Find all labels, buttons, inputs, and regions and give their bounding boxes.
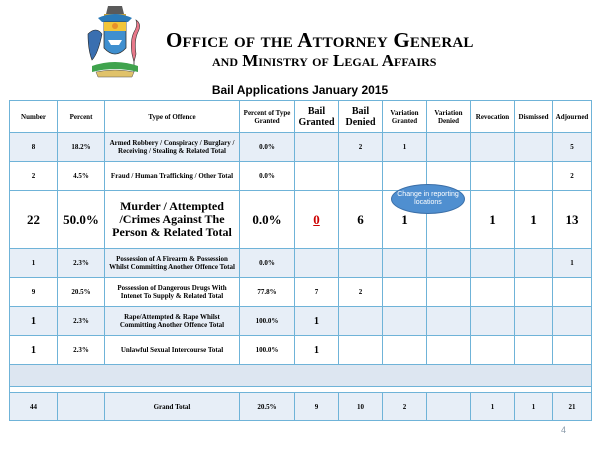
column-header: Revocation — [471, 101, 515, 133]
cell-denied — [339, 307, 383, 336]
cell-offence: Rape/Attempted & Rape Whilst Committing Another Offence Total — [105, 307, 240, 336]
cell-var-granted: 1 — [383, 191, 427, 249]
cell-offence: Fraud / Human Trafficking / Other Total — [105, 162, 240, 191]
cell-offence: Murder / Attempted /Crimes Against The Person & Related Total — [105, 191, 240, 249]
cell-var-denied — [427, 393, 471, 421]
cell-var-denied — [427, 336, 471, 365]
cell-number: 44 — [10, 393, 58, 421]
table-row — [10, 133, 592, 162]
cell-dismissed: 1 — [515, 393, 553, 421]
cell-percent — [58, 393, 105, 421]
cell-number: 1 — [10, 307, 58, 336]
bail-applications-table — [9, 100, 592, 421]
table-row — [10, 336, 592, 365]
cell-number: 1 — [10, 249, 58, 278]
table-row — [10, 249, 592, 278]
cell-pct-granted: 0.0% — [240, 162, 295, 191]
header-title-line2: and Ministry of Legal Affairs — [212, 51, 437, 70]
cell-var-granted — [383, 307, 427, 336]
cell-offence: Unlawful Sexual Intercourse Total — [105, 336, 240, 365]
cell-number: 1 — [10, 336, 58, 365]
cell-denied — [339, 249, 383, 278]
coat-of-arms-icon — [84, 4, 146, 80]
cell-number: 8 — [10, 133, 58, 162]
table-row — [10, 191, 592, 249]
callout-bubble: Change in reporting locations — [391, 184, 465, 214]
cell-revocation — [471, 133, 515, 162]
cell-var-denied — [427, 249, 471, 278]
cell-adjourned — [553, 278, 592, 307]
cell-dismissed — [515, 307, 553, 336]
cell-var-granted — [383, 278, 427, 307]
column-header: Type of Offence — [105, 101, 240, 133]
cell-denied: 6 — [339, 191, 383, 249]
cell-pct-granted: 20.5% — [240, 393, 295, 421]
column-header: Percent of Type Granted — [240, 101, 295, 133]
cell-granted: 1 — [295, 307, 339, 336]
column-header: Percent — [58, 101, 105, 133]
blank-row — [10, 365, 592, 387]
cell-pct-granted: 0.0% — [240, 191, 295, 249]
column-header: Variation Granted — [383, 101, 427, 133]
cell-var-denied — [427, 307, 471, 336]
blank-cell — [10, 365, 592, 387]
cell-revocation: 1 — [471, 393, 515, 421]
cell-granted: 0 — [295, 191, 339, 249]
cell-percent: 2.3% — [58, 336, 105, 365]
cell-dismissed — [515, 249, 553, 278]
cell-adjourned: 2 — [553, 162, 592, 191]
cell-denied — [339, 162, 383, 191]
cell-granted: 9 — [295, 393, 339, 421]
cell-var-granted — [383, 336, 427, 365]
cell-denied: 2 — [339, 133, 383, 162]
table-row — [10, 307, 592, 336]
grand-total-row — [10, 393, 592, 421]
cell-offence: Possession of A Firearm & Possession Whilst Committing Another Offence Total — [105, 249, 240, 278]
table-row — [10, 162, 592, 191]
column-header: Adjourned — [553, 101, 592, 133]
cell-offence: Possession of Dangerous Drugs With Intenet To Supply & Related Total — [105, 278, 240, 307]
cell-granted: 1 — [295, 336, 339, 365]
cell-pct-granted: 77.8% — [240, 278, 295, 307]
cell-adjourned: 13 — [553, 191, 592, 249]
cell-pct-granted: 0.0% — [240, 133, 295, 162]
cell-revocation: 1 — [471, 191, 515, 249]
cell-percent: 2.3% — [58, 249, 105, 278]
cell-revocation — [471, 249, 515, 278]
cell-dismissed — [515, 336, 553, 365]
cell-percent: 2.3% — [58, 307, 105, 336]
page-number: 4 — [560, 425, 566, 435]
cell-dismissed: 1 — [515, 191, 553, 249]
cell-offence: Grand Total — [105, 393, 240, 421]
cell-percent: 20.5% — [58, 278, 105, 307]
cell-var-granted — [383, 249, 427, 278]
column-header: Number — [10, 101, 58, 133]
cell-offence: Armed Robbery / Conspiracy / Burglary / Receiving / Stealing & Related Total — [105, 133, 240, 162]
cell-pct-granted: 0.0% — [240, 249, 295, 278]
cell-revocation — [471, 336, 515, 365]
header-title-line1: Office of the Attorney General — [166, 28, 474, 52]
slide-subtitle: Bail Applications January 2015 — [211, 83, 389, 97]
cell-granted — [295, 162, 339, 191]
cell-granted — [295, 249, 339, 278]
cell-dismissed — [515, 278, 553, 307]
cell-percent: 4.5% — [58, 162, 105, 191]
cell-percent: 50.0% — [58, 191, 105, 249]
column-header: Bail Denied — [339, 101, 383, 133]
cell-number: 2 — [10, 162, 58, 191]
cell-var-granted: 2 — [383, 393, 427, 421]
cell-percent: 18.2% — [58, 133, 105, 162]
cell-adjourned — [553, 307, 592, 336]
cell-adjourned: 21 — [553, 393, 592, 421]
cell-var-granted: 1 — [383, 133, 427, 162]
cell-revocation — [471, 162, 515, 191]
cell-adjourned: 1 — [553, 249, 592, 278]
column-header: Bail Granted — [295, 101, 339, 133]
cell-number: 22 — [10, 191, 58, 249]
column-header: Dismissed — [515, 101, 553, 133]
cell-number: 9 — [10, 278, 58, 307]
cell-pct-granted: 100.0% — [240, 336, 295, 365]
cell-revocation — [471, 278, 515, 307]
cell-denied: 2 — [339, 278, 383, 307]
cell-var-denied — [427, 133, 471, 162]
cell-denied: 10 — [339, 393, 383, 421]
cell-dismissed — [515, 133, 553, 162]
cell-pct-granted: 100.0% — [240, 307, 295, 336]
column-header: Variation Denied — [427, 101, 471, 133]
slide-header — [0, 0, 600, 97]
cell-adjourned — [553, 336, 592, 365]
cell-granted: 7 — [295, 278, 339, 307]
table-row — [10, 278, 592, 307]
cell-revocation — [471, 307, 515, 336]
cell-denied — [339, 336, 383, 365]
cell-var-denied — [427, 278, 471, 307]
cell-dismissed — [515, 162, 553, 191]
table-header-row — [10, 101, 592, 133]
cell-adjourned: 5 — [553, 133, 592, 162]
cell-granted — [295, 133, 339, 162]
